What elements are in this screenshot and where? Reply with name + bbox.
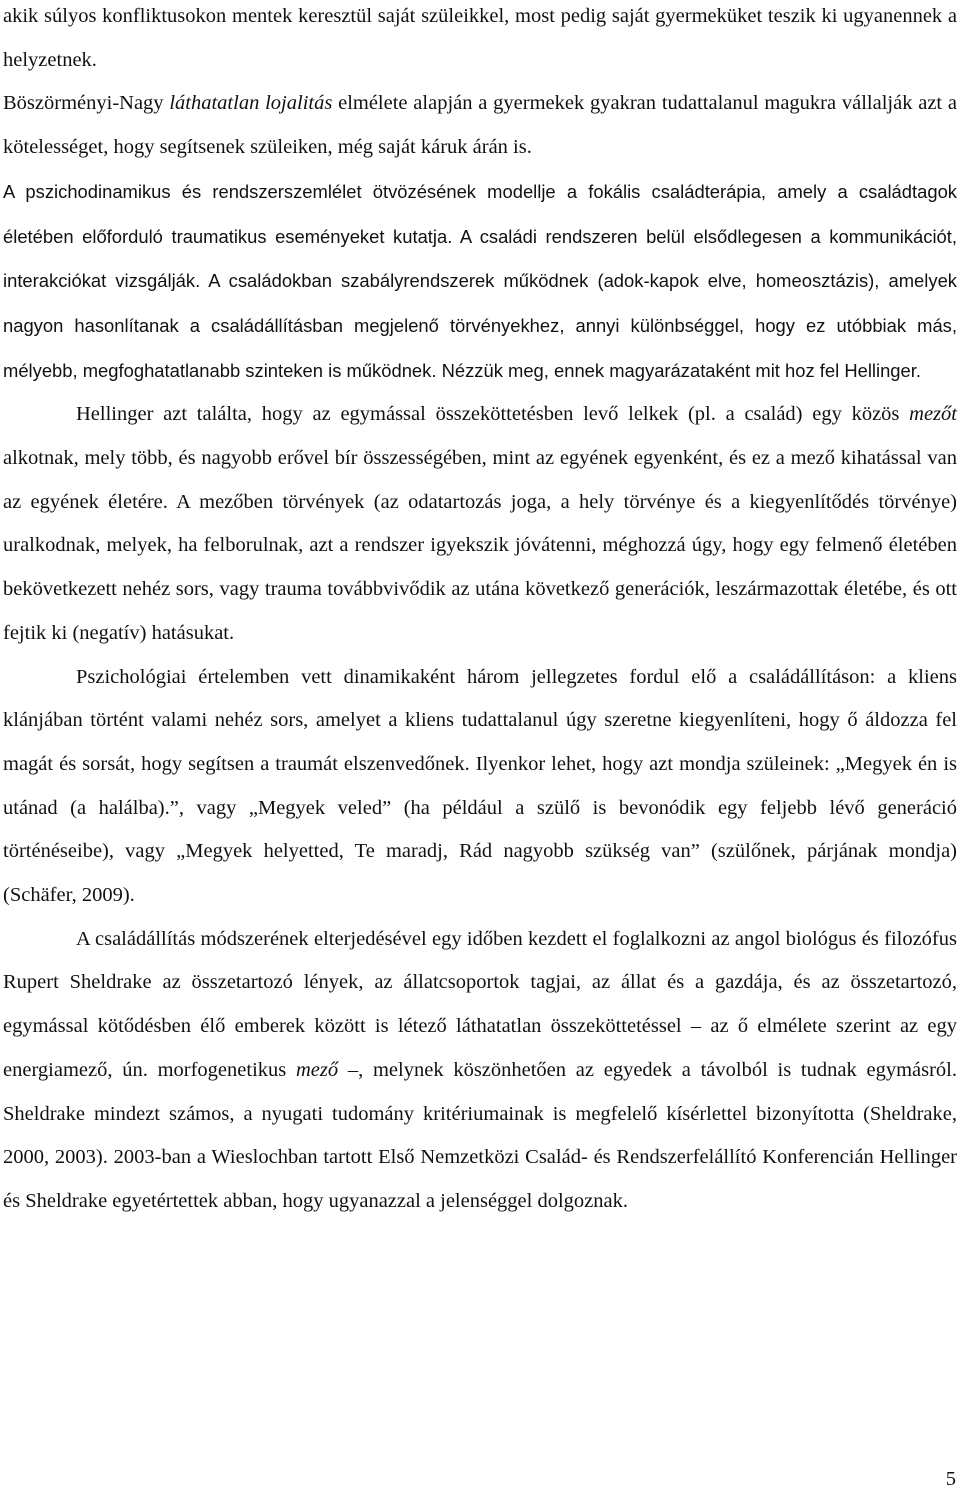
paragraph [3,0,957,393]
text-run: Pszichológiai értelemben vett dinamikaként három jellegzetes fordul elő a családállításon: a kliens klánjában történt valami nehéz sors, amelyet a kliens tudattalanul úgy szeretne kiegyenlíteni, hogy ő áldozza fel magát és sorsát, hogy segítsen a traumát elszenvedőnek. Ilyenkor lehet, hogy azt mondja szüleinek: „Megyek én is utánad (a halálba).”, vagy „Megyek veled” (ha például a szülő is bevonódik egy feljebb lévő generáció történéseibe), vagy „Megyek helyetted, Te maradj, Rád nagyobb szükség van” (szülőnek, párjának mondja) (Schäfer, 2009). [3,665,957,907]
paragraph [3,393,957,655]
italic-term: mező [295,1058,339,1081]
text-run: Böszörményi-Nagy [3,92,170,115]
page-number: 5 [945,1468,956,1490]
italic-term: láthatatlan lojalitás [169,92,333,115]
document-page [3,0,957,1224]
text-run: –, melynek köszönhetően az egyedek a távolból is tudnak egymásról. Sheldrake mindezt számos, a nyugati tudomány kritériumainak is megfelelő kísérlettel bizonyította (Sheldrake, 2000, 2003). 2003-ban a Wieslochban tartott Első Nemzetközi Család- és Rendszerfelállító Konferencián Hellinger és Sheldrake egyetértettek abban, hogy ugyanazzal a jelenséggel dolgoznak. [3,1058,957,1212]
text-run: A családállítás módszerének elterjedésével egy időben kezdett el foglalkozni az angol biológus és filozófus Rupert Sheldrake az összetartozó lények, az állatcsoportok tagjai, az állat és a gazdája, és az összetartozó, egymással kötődésben élő emberek között is létező láthatatlan összeköttetéssel – az ő elmélete szerint az egy energiamező, ún. morfogenetikus [3,927,957,1081]
paragraph [3,656,957,918]
body-text [3,0,957,1224]
text-run: A pszichodinamikus és rendszerszemlélet ötvözésének modellje a fokális családterápia, amely a családtagok életében előforduló traumatikus eseményeket kutatja. A családi rendszeren belül elsődlegesen a kommunikációt, interakciókat vizsgálják. A családokban szabályrendszerek működnek (adok-kapok elve, homeosztázis), amelyek nagyon hasonlítanak a családállításban megjelenő törvényekhez, annyi különbséggel, hogy ez utóbbiak más, mélyebb, megfoghatatlanabb szinteken is működnek. Nézzük meg, ennek magyarázataként mit hoz fel Hellinger. [3,180,957,381]
text-run: elmélete alapján a gyermekek gyakran tudattalanul magukra vállalják azt a kötelességet, hogy segítsenek szüleiken, még saját káruk árán is. [3,92,958,159]
text-run: Hellinger azt találta, hogy az egymással összeköttetésben levő lelkek (pl. a család) egy közös [76,403,910,426]
text-run: alkotnak, mely több, és nagyobb erővel bír összességében, mint az egyének egyenként, és ez a mező kihatással van az egyének életére. A mezőben törvények (az odatartozás joga, a hely törvénye és a kiegyenlítődés törvénye) uralkodnak, melyek, ha felborulnak, azt a rendszer igyekszik jóvátenni, méghozzá úgy, hogy egy felmenő életében bekövetkezett nehéz sors, vagy trauma továbbvivődik az utána következő generációk, leszármazottak életébe, és ott fejtik ki (negatív) hatásukat. [3,447,957,644]
text-run: akik súlyos konfliktusokon mentek keresztül saját szüleikkel, most pedig saját gyermeküket teszik ki ugyanennek a helyzetnek. [3,5,957,71]
paragraph [3,918,957,1224]
italic-term: mezőt [909,403,957,426]
